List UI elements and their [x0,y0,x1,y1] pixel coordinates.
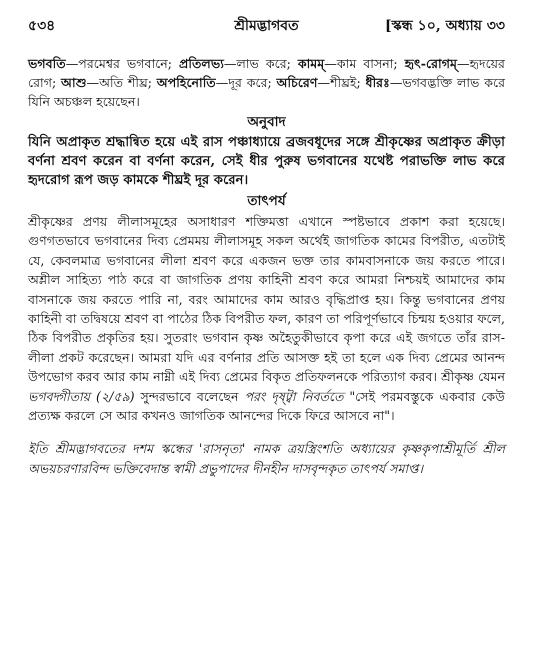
glossary-term: অপহিনোতি [156,75,216,90]
glossary-meaning: —কাম বাসনা; [324,56,405,71]
glossary-meaning: —অতি শীঘ্র; [86,75,157,90]
running-header [28,14,505,34]
glossary-term: কামম্ [297,56,325,71]
glossary-meaning: —ভগবদ্ভক্তি লাভ করে যিনি অচঞ্চল হয়েছেন। [28,75,505,109]
page-content [28,54,505,478]
glossary-term: আশু [61,75,87,90]
translation-heading: অনুবাদ [247,114,286,130]
glossary-meaning: —হৃদয়ের রোগ; [28,56,505,90]
glossary-term: প্রতিলভ্য [178,56,224,71]
purport-text [28,212,505,425]
glossary-term: হৃৎ-রোগম্ [404,56,457,71]
page-number: ৫৩৪ [28,18,56,34]
glossary-meaning: —পরমেশ্বর ভগবানে; [65,56,179,71]
gita-reference: ভগবদ্গীতায় (২/৫৯) [28,388,135,404]
glossary-term: ভগবতি [28,56,66,71]
section-reference: [স্কন্ধ ১০, অধ্যায় ৩৩ [384,18,505,34]
glossary-meaning: —দূর করে; [215,75,277,90]
sanskrit-quote: পরং দৃষ্ট্বা নিবর্ততে [244,388,344,404]
translation-text: যিনি অপ্রাকৃত শ্রদ্ধান্বিত হয়ে এই রাস পঞ্চাধ্যায়ে ব্রজবধূদের সঙ্গে শ্রীকৃষ্ণের অপ্রাকৃত ক্রীড়া বর্ণনা শ্রবণ করেন বা বর্ণনা করেন, সেই ধীর পুরুষ ভগবানের যথেষ্ট পরাভক্তি লাভ করে হৃদরোগ রূপ জড় কামকে শীঘ্রই দূর করেন। [28,135,505,188]
word-for-word-glossary [28,54,505,111]
purport-text-part: শ্রীকৃষ্ণের প্রণয় লীলাসমূহের অসাধারণ শক্তিমত্তা এখানে স্পষ্টভাবে প্রকাশ করা হয়েছে। গুণগতভাবে ভগবানের দিব্য প্রেমময় লীলাসমূহ সকল অর্থেই জাগতিক কামের বিপরীত, এতটাই যে, কেবলমাত্র ভগবানের লীলা শ্রবণ করে একজন ভক্ত তার কামবাসনাকে জয় করতে পারে। অশ্লীল সাহিত্য পাঠ করে বা জাগতিক প্রণয় কাহিনী শ্রবণ করে আমরা নিশ্চয়ই আমাদের কাম বাসনাকে জয় করতে পারি না, বরং আমাদের কাম আরও বৃদ্ধিপ্রাপ্ত হয়। কিন্তু ভগবানের প্রণয় কাহিনী বা তদ্বিষয়ে শ্রবণ বা পাঠের ঠিক বিপরীত ফল, কারণ তা পরিপূর্ণভাবে চিন্ময় হওয়ার ফলে, ঠিক বিপরীত প্রকৃতির হয়। সুতরাং ভগবান কৃষ্ণ অহৈতুকীভাবে কৃপা করে এই জগতে তাঁর রাস-লীলা প্রকট করেছেন। আমরা যদি এর বর্ণনার প্রতি আসক্ত হই তা হলে এক দিব্য প্রেমের আনন্দ উপভোগ করব আর কাম নাম্নী এই দিব্য প্রেমের বিকৃত প্রতিফলনকে পরিত্যাগ করব। শ্রীকৃষ্ণ যেমন [28,214,505,385]
purport-text-part: "সেই পরমবস্তুকে একবার কেউ প্রত্যক্ষ করলে সে আর কখনও জাগতিক আনন্দের দিকে ফিরে আসবে না"। [28,388,505,424]
chapter-colophon: ইতি শ্রীমদ্ভাগবতের দশম স্কন্ধের 'রাসনৃত্য' নামক ত্রয়স্ত্রিংশতি অধ্যায়ের কৃষ্ণকৃপাশ্রীমূর্তি শ্রীল অভয়চরণারবিন্দ ভক্তিবেদান্ত স্বামী প্রভুপাদের দীনহীন দাসবৃন্দকৃত তাৎপর্য সমাপ্ত। [28,441,505,476]
glossary-meaning: —লাভ করে; [223,56,298,71]
book-title: শ্রীমদ্ভাগবত [234,18,299,34]
glossary-term: ধীরঃ [365,75,390,90]
glossary-term: অচিরেণ [276,75,318,90]
glossary-meaning: —শীঘ্রই; [317,75,366,90]
purport-text-part: সুন্দরভাবে বলেছেন [134,388,245,404]
purport-heading: তাৎপর্য [247,193,286,209]
